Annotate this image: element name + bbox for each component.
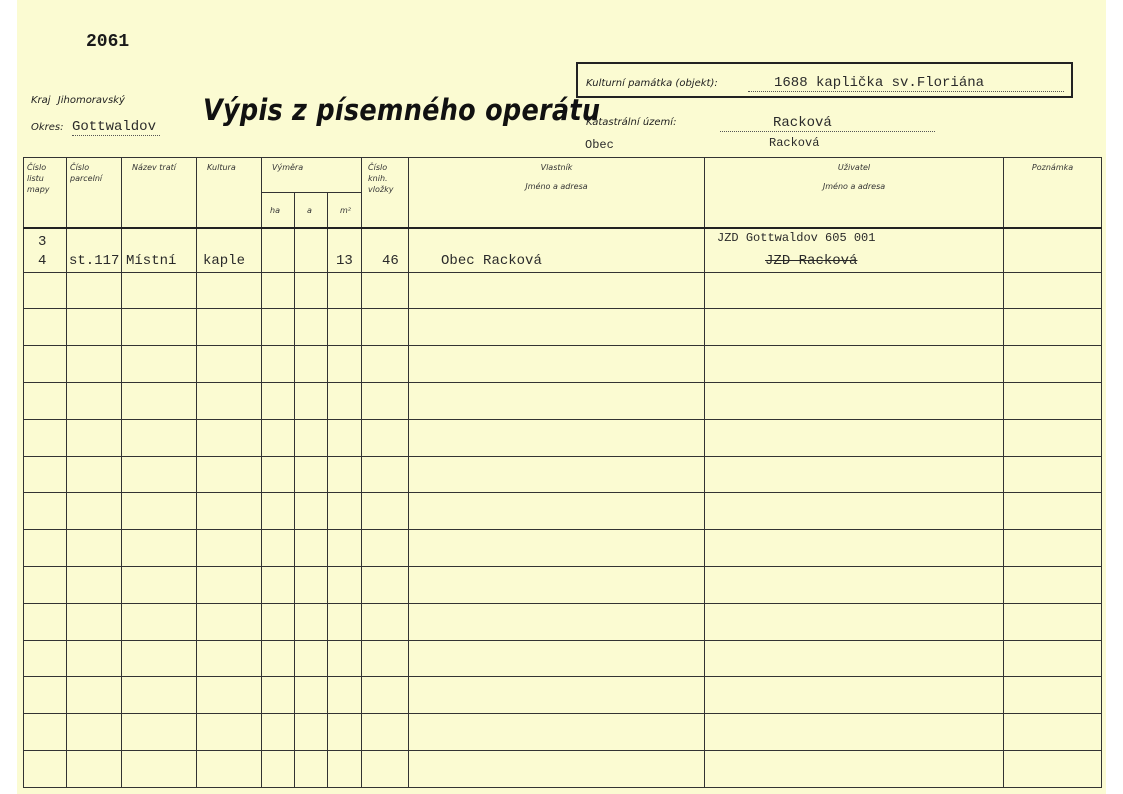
table-row <box>24 419 1102 456</box>
okres-row <box>31 117 160 135</box>
cell-list-mapy-old: 3 <box>38 234 47 250</box>
cadastral-value-text: Racková <box>773 115 832 131</box>
cell-list-mapy: 4 <box>38 253 47 269</box>
cadastral-value <box>720 115 935 132</box>
obec-value: Racková <box>769 136 820 150</box>
table-row <box>24 346 1102 383</box>
header-uzivatel-sub: Jméno a adresa <box>822 182 886 191</box>
table-row <box>24 603 1102 640</box>
table-row <box>24 493 1102 530</box>
cell-parcel: st.117 <box>69 253 120 269</box>
okres-label: Okres: <box>31 122 64 133</box>
operat-table <box>23 157 1102 788</box>
kraj-row <box>31 95 125 106</box>
header-a: a <box>307 206 312 215</box>
table-row <box>24 751 1102 788</box>
header-trati: Název tratí <box>132 163 176 172</box>
page-title: Výpis z písemného operátu <box>203 93 601 127</box>
header-vymera: Výměra <box>272 163 304 172</box>
header-m2: m² <box>340 206 351 215</box>
cell-vlastnik: Obec Racková <box>441 253 542 269</box>
table-row <box>24 714 1102 751</box>
header-parcel: Číslo parcelní <box>70 163 103 183</box>
cell-kultura: kaple <box>203 253 246 269</box>
table-row <box>24 456 1102 493</box>
table-row <box>24 272 1102 309</box>
okres-value: Gottwaldov <box>72 119 160 136</box>
header-uzivatel: Uživatel <box>837 163 871 172</box>
cell-uzivatel-old: JZD Racková <box>765 253 858 269</box>
monument-label: Kulturní památka (objekt): <box>586 78 718 89</box>
table-row <box>24 567 1102 604</box>
table-row <box>24 228 1102 272</box>
cell-trati: Místní <box>126 253 177 269</box>
table-row <box>24 382 1102 419</box>
header-poznamka: Poznámka <box>1031 163 1074 172</box>
header-ha: ha <box>270 206 280 215</box>
serial-number: 2061 <box>86 32 130 52</box>
cadastral-label: Katastrální území: <box>586 117 677 128</box>
table-row <box>24 640 1102 677</box>
cell-kniz: 46 <box>382 253 399 269</box>
monument-value-text: 1688 kaplička sv.Floriána <box>774 75 985 91</box>
header-vlastnik-sub: Jméno a adresa <box>525 182 588 191</box>
header-kultura: Kultura <box>207 163 236 172</box>
table-header-row <box>24 158 1102 193</box>
cell-m2: 13 <box>336 253 353 269</box>
table-row <box>24 530 1102 567</box>
table-row <box>24 309 1102 346</box>
kraj-label: Kraj <box>31 95 51 106</box>
cell-uzivatel-new: JZD Gottwaldov 605 001 <box>717 231 876 245</box>
header-kniz: Číslo knih. vložky <box>368 163 394 194</box>
header-vlastnik: Vlastník <box>540 163 573 172</box>
table-row <box>24 677 1102 714</box>
kraj-value: Jihomoravský <box>57 95 125 106</box>
header-list-mapy: Číslo listu mapy <box>27 163 50 194</box>
monument-value <box>748 75 1064 92</box>
obec-label: Obec <box>585 138 614 152</box>
